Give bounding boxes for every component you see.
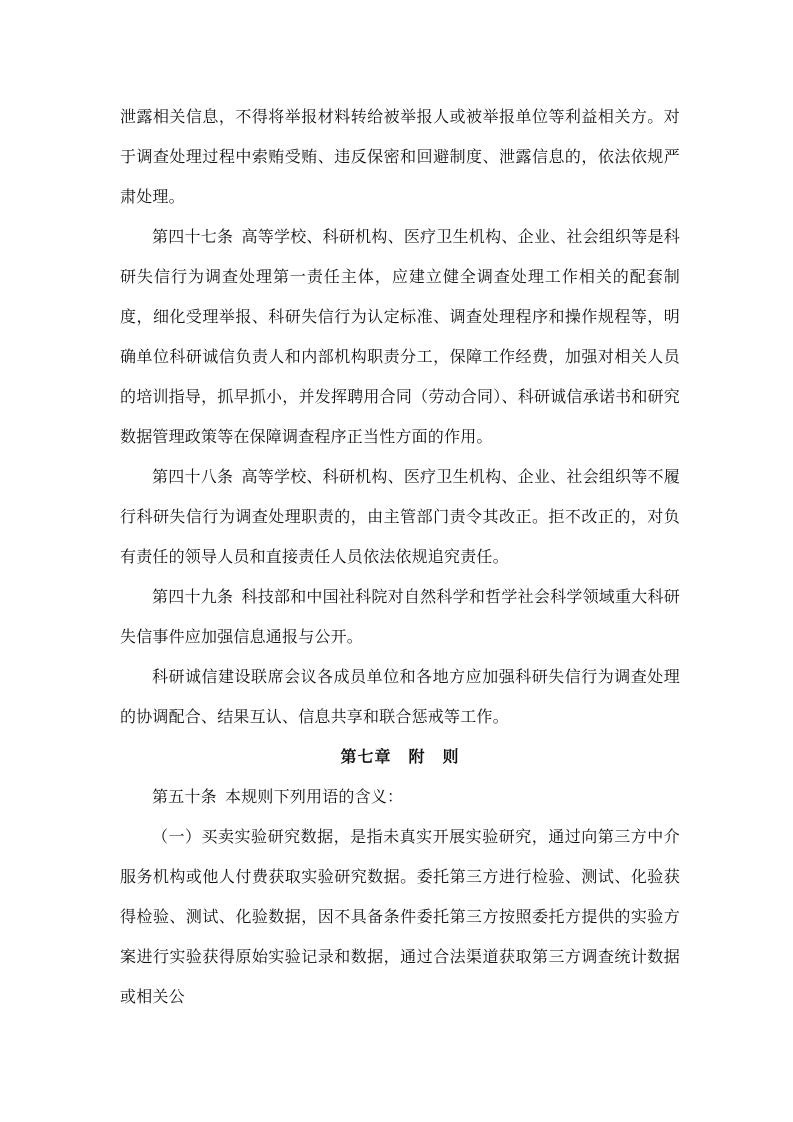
paragraph-text: 高等学校、科研机构、医疗卫生机构、企业、社会组织等不履行科研失信行为调查处理职责的，由主管部门责令其改正。拒不改正的，对负有责任的领导人员和直接责任人员依法依规追究责任。: [120, 467, 680, 566]
article-number: 第四十九条: [152, 587, 234, 606]
article-48-paragraph: [120, 457, 680, 577]
paragraph-text: （一）买卖实验研究数据，是指未真实开展实验研究，通过向第三方中介服务机构或他人付费获取实验研究数据。委托第三方进行检验、测试、化验获得检验、测试、化验数据，因不具备条件委托第三方按照委托方提供的实验方案进行实验获得原始实验记录和数据，通过合法渠道获取第三方调查统计数据或相关公: [120, 827, 680, 1006]
definition-item-1: [120, 817, 680, 1017]
article-49-paragraph: [120, 577, 680, 657]
paragraph-text: 科技部和中国社科院对自然科学和哲学社会科学领域重大科研失信事件应加强信息通报与公开。: [120, 587, 680, 646]
article-number: 第四十八条: [152, 467, 234, 486]
article-number: 第五十条: [152, 787, 217, 806]
paragraph-joint-conference: [120, 657, 680, 737]
chapter-title: 第七章 附 则: [340, 747, 460, 766]
paragraph-continuation: [120, 97, 680, 217]
article-50-paragraph: [120, 777, 680, 817]
article-number: 第四十七条: [152, 227, 234, 246]
article-47-paragraph: [120, 217, 680, 457]
paragraph-text: 科研诚信建设联席会议各成员单位和各地方应加强科研失信行为调查处理的协调配合、结果互认、信息共享和联合惩戒等工作。: [120, 667, 680, 726]
paragraph-text: 泄露相关信息，不得将举报材料转给被举报人或被举报单位等利益相关方。对于调查处理过程中索贿受贿、违反保密和回避制度、泄露信息的，依法依规严肃处理。: [120, 107, 680, 206]
paragraph-text: 本规则下列用语的含义：: [225, 787, 404, 806]
paragraph-text: 高等学校、科研机构、医疗卫生机构、企业、社会组织等是科研失信行为调查处理第一责任主体，应建立健全调查处理工作相关的配套制度，细化受理举报、科研失信行为认定标准、调查处理程序和操作规程等，明确单位科研诚信负责人和内部机构职责分工，保障工作经费，加强对相关人员的培训指导，抓早抓小，并发挥聘用合同（劳动合同）、科研诚信承诺书和研究数据管理政策等在保障调查程序正当性方面的作用。: [120, 227, 680, 446]
document-body: [120, 97, 680, 1017]
